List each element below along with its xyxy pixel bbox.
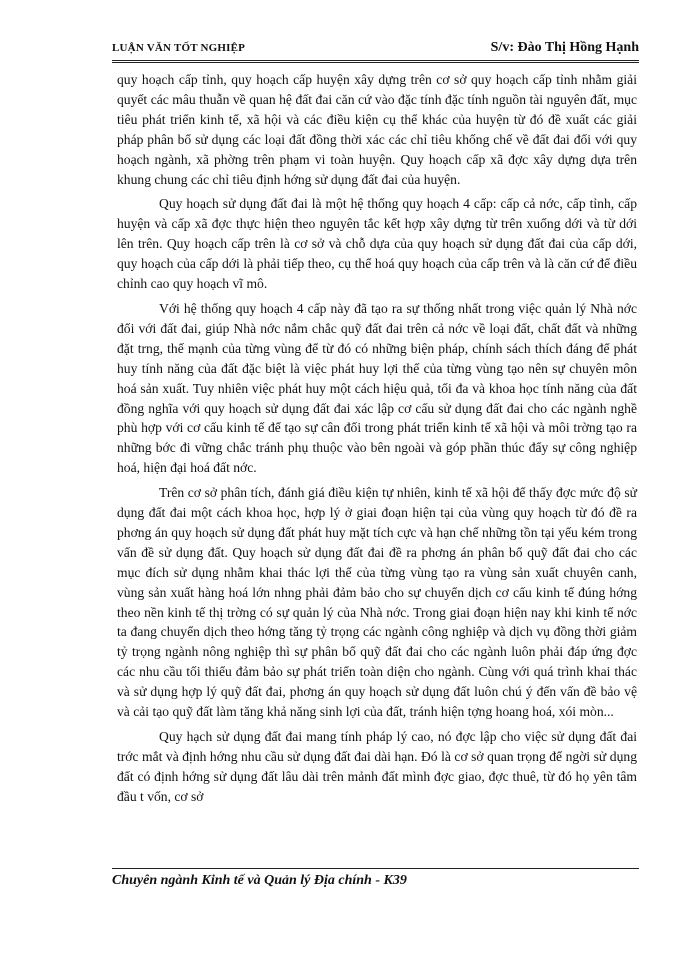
paragraph-1: quy hoạch cấp tỉnh, quy hoạch cấp huyện xây dựng trên cơ sở quy hoạch cấp tỉnh nhằm giải quyết các mâu thuẫn về quan hệ đất đai căn cứ vào đặc tính đặc tính nguồn tài nguyên đất, mục tiêu phát triển kinh tế, xã hội và các điều kiện cụ thể khác của huyện từ đó đề xuất các giải pháp phân bổ sử dụng các loại đất đồng thời xác các chỉ tiêu khống chế về đất đai đối với quy hoạch ngành, xã phờng trên phạm vi toàn huyện. Quy hoạch cấp xã đợc xây dựng dựa trên khung chung các chỉ tiêu định hớng sử dụng đất đai của huyện. bbox=[117, 72, 637, 187]
body-text bbox=[117, 70, 637, 812]
paragraph-4: Trên cơ sở phân tích, đánh giá điều kiện tự nhiên, kinh tế xã hội để thấy đợc mức độ sử dụng đất đai một cách khoa học, hợp lý ở giai đoạn hiện tại của vùng quy hoạch từ đó đề ra phơng án quy hoạch sử dụng đất phát huy mặt tích cực và hạn chế những tồn tại yếu kém trong vấn đề sử dụng đất. Quy hoạch sử dụng đất đai đề ra phơng án phân bổ quỹ đất đai cho các mục đích sử dụng nhằm khai thác lợi thế của từng vùng tạo ra vùng sản xuất chuyên canh, vùng sản xuất hàng hoá lớn nhng phải đảm bảo cho sự chuyển dịch cơ cấu kinh tế đúng hớng theo nền kinh tế thị trờng có sự quản lý của Nhà nớc. Trong giai đoạn hiện nay khi kinh tế nớc ta đang chuyển dịch theo hớng tăng tỷ trọng các ngành công nghiệp và dịch vụ đồng thời giảm tỷ trọng ngành nông nghiệp thì sự phân bổ quỹ đất đai cho các ngành luôn phải đáp ứng đợc các nhu cầu tối thiểu đảm bảo sự phát triển toàn diện cho ngành. Cùng với quá trình khai thác và sử dụng hợp lý quỹ đất đai, phơng án quy hoạch sử dụng đất luôn chú ý đến vấn đề bảo vệ và cải tạo quỹ đất làm tăng khả năng sinh lợi của đất, tránh hiện tợng hoang hoá, xói mòn... bbox=[117, 485, 637, 720]
paragraph-2: Quy hoạch sử dụng đất đai là một hệ thống quy hoạch 4 cấp: cấp cả nớc, cấp tỉnh, cấp huyện và cấp xã đợc thực hiện theo nguyên tắc kết hợp xây dựng từ trên xuống dới và từ dới lên trên. Quy hoạch cấp trên là cơ sở và chỗ dựa của quy hoạch sử dụng đất đai của cấp dới, quy hoạch của cấp dới là phải tiếp theo, cụ thể hoá quy hoạch của cấp trên và là căn cứ để điều chỉnh cao quy hoạch vĩ mô. bbox=[117, 196, 637, 292]
paragraph-5: Quy hạch sử dụng đất đai mang tính pháp lý cao, nó đợc lập cho việc sử dụng đất đai trớc mắt và định hớng nhu cầu sử dụng đất đai dài hạn. Đó là cơ sở quan trọng để ngời sử dụng đất có định hớng sử dụng đất lâu dài trên mảnh đất mình đợc giao, đợc thuê, từ đó họ yên tâm đầu t vốn, cơ sở bbox=[117, 729, 637, 804]
footer-divider bbox=[112, 868, 639, 869]
page-header bbox=[112, 38, 639, 58]
page-footer: Chuyên ngành Kinh tế và Quản lý Địa chính - K39 bbox=[112, 873, 407, 888]
header-divider bbox=[112, 60, 639, 63]
paragraph-3: Với hệ thống quy hoạch 4 cấp này đã tạo ra sự thống nhất trong việc quản lý Nhà nớc đối với đất đai, giúp Nhà nớc nắm chắc quỹ đất đai trên cả nớc về loại đất, chất đất và những đặt trng, thế mạnh của từng vùng để từ đó có những biện pháp, chính sách thích đáng để phát huy tính năng của đất đặc biệt là việc phát huy lợi thế của từng vùng tạo nên sự chuyên môn hoá sản xuất. Tuy nhiên việc phát huy một cách hiệu quả, tối đa và khoa học tính năng của đất đồng nghĩa với quy hoạch sử dụng đất đai xác lập cơ cấu sử dụng đất đai cho các ngành nghề phù hợp với cơ cấu kinh tế để tạo sự cân đối trong phát triển kinh tế xã hội và môi trờng tạo ra những bớc đi vững chắc tránh phụ thuộc vào bên ngoài và góp phần thúc đẩy sự công nghiệp hoá, hiện đại hoá đất nớc. bbox=[117, 300, 637, 476]
header-thesis-label: LUẬN VĂN TỐT NGHIỆP bbox=[112, 42, 246, 54]
header-student-name: S/v: Đào Thị Hồng Hạnh bbox=[490, 40, 639, 55]
